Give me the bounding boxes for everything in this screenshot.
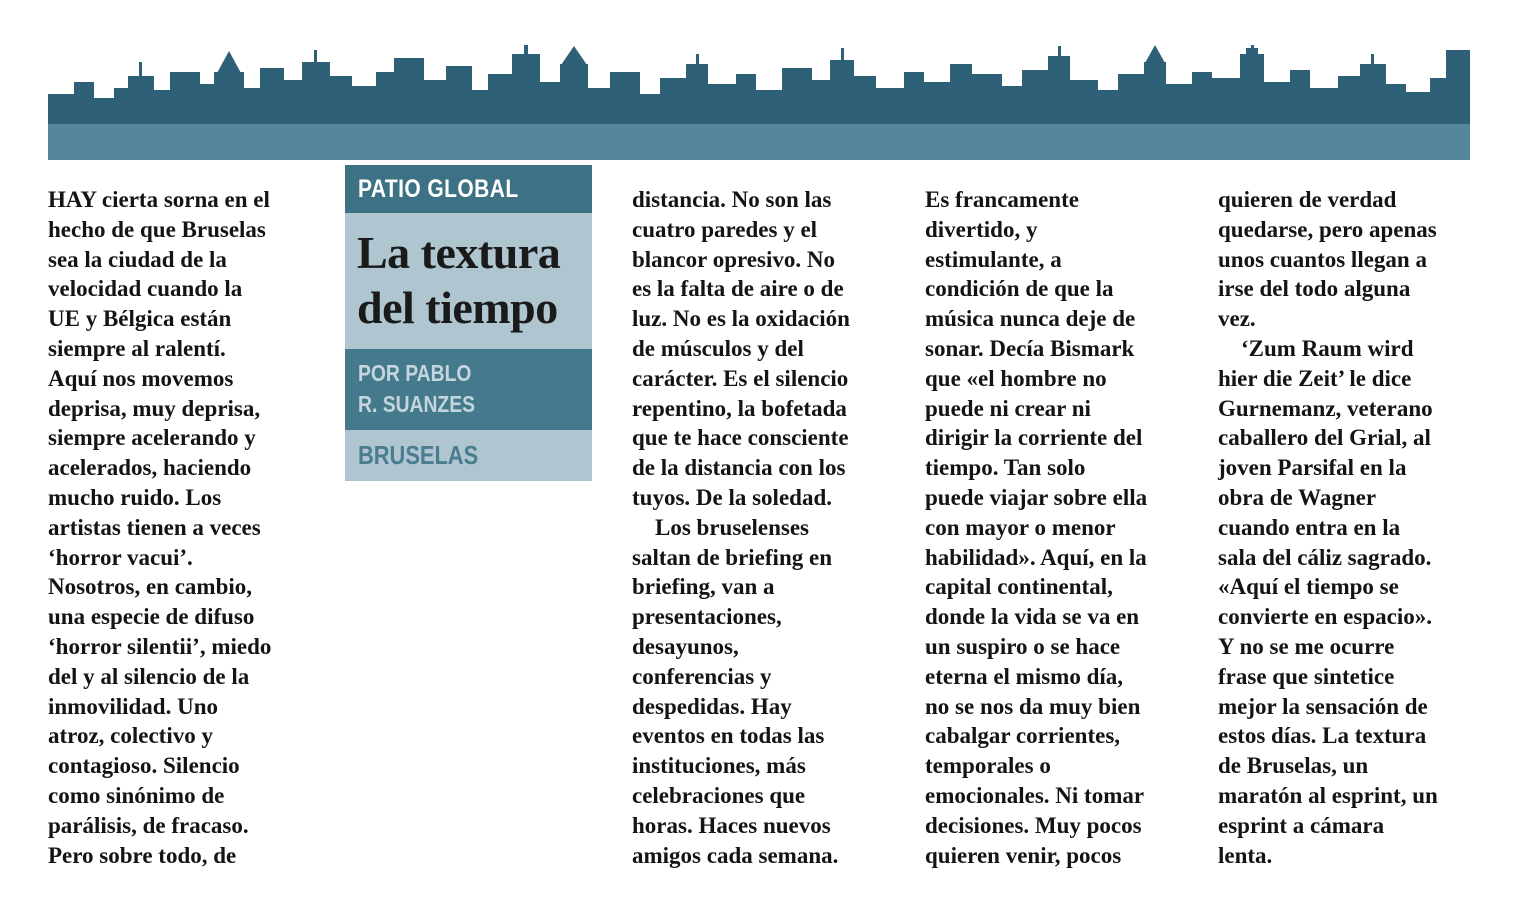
text-line: no se nos da muy bien: [925, 693, 1141, 719]
text-line: inmovilidad. Uno: [48, 693, 218, 719]
text-line: caballero del Grial, al: [1218, 425, 1431, 451]
text-line: eventos en todas las: [632, 723, 825, 749]
text-line: de Bruselas, un: [1218, 753, 1369, 779]
text-line: maratón al esprint, un: [1218, 782, 1438, 808]
text-line: desayunos,: [632, 633, 739, 659]
text-line: temporales o: [925, 753, 1051, 779]
text-line: puede viajar sobre ella: [925, 484, 1148, 510]
article-column-3: [925, 185, 1181, 870]
article-title: [345, 213, 592, 349]
text-line: estimulante, a: [925, 246, 1062, 272]
text-line: estos días. La textura: [1218, 723, 1427, 749]
text-line: que te hace consciente: [632, 425, 849, 451]
text-line: artistas tienen a veces: [48, 514, 261, 540]
text-line: Gurnemanz, veterano: [1218, 395, 1433, 421]
text-line: quedarse, pero apenas: [1218, 216, 1437, 242]
text-line: de la distancia con los: [632, 455, 846, 481]
text-line: habilidad». Aquí, en la: [925, 544, 1147, 570]
text-line: emocionales. Ni tomar: [925, 782, 1145, 808]
text-line: «Aquí el tiempo se: [1218, 574, 1399, 600]
text-line: sea la ciudad de la: [48, 246, 227, 272]
text-line: quieren venir, pocos: [925, 842, 1122, 868]
text-line: presentaciones,: [632, 604, 782, 630]
text-line: convierte en espacio».: [1218, 604, 1432, 630]
text-line: distancia. No son las: [632, 187, 832, 212]
text-line: velocidad cuando la: [48, 276, 243, 302]
text-line: blancor opresivo. No: [632, 246, 835, 272]
city-skyline-banner: [48, 45, 1470, 160]
text-line: Y no se me ocurre: [1218, 633, 1395, 659]
text-line: conferencias y: [632, 663, 772, 689]
text-line: ‘Zum Raum wird: [1218, 335, 1414, 361]
text-line: ‘horror vacui’.: [48, 544, 193, 570]
text-line: del y al silencio de la: [48, 663, 250, 689]
article-column-4: [1218, 185, 1470, 870]
dateline-label: BRUSELAS: [358, 440, 479, 470]
text-line: de músculos y del: [632, 335, 804, 361]
text-line: contagioso. Silencio: [48, 753, 240, 779]
text-line: cuando entra en la: [1218, 514, 1401, 540]
text-line: capital continental,: [925, 574, 1113, 600]
text-line: eterna el mismo día,: [925, 663, 1124, 689]
text-line: carácter. Es el silencio: [632, 365, 849, 391]
text-line: UE y Bélgica están: [48, 306, 232, 332]
text-line: horas. Haces nuevos: [632, 812, 831, 838]
text-line: vez.: [1218, 306, 1256, 332]
text-line: con mayor o menor: [925, 514, 1116, 540]
text-line: parálisis, de fracaso.: [48, 812, 249, 838]
city-skyline-icon: [48, 45, 1470, 124]
text-line: luz. No es la oxidación: [632, 306, 850, 332]
text-line: puede ni crear ni: [925, 395, 1091, 421]
text-line: es la falta de aire o de: [632, 276, 844, 302]
article-header-box: [345, 165, 592, 481]
text-line: atroz, colectivo y: [48, 723, 213, 749]
text-line: mucho ruido. Los: [48, 484, 222, 510]
text-line: cabalgar corrientes,: [925, 723, 1121, 749]
author-byline: [345, 349, 592, 430]
text-line: cuatro paredes y el: [632, 216, 818, 242]
section-kicker: [345, 165, 592, 213]
text-line: HAY cierta sorna en el: [48, 187, 270, 212]
text-line: R. SUANZES: [358, 391, 476, 417]
text-line: tiempo. Tan solo: [925, 455, 1086, 481]
text-line: dirigir la corriente del: [925, 425, 1143, 451]
text-line: despedidas. Hay: [632, 693, 792, 719]
text-line: acelerados, haciendo: [48, 455, 252, 481]
text-line: que «el hombre no: [925, 365, 1107, 391]
text-line: celebraciones que: [632, 782, 806, 808]
text-line: obra de Wagner: [1218, 484, 1377, 510]
text-line: Nosotros, en cambio,: [48, 574, 253, 600]
text-line: POR PABLO: [358, 360, 472, 386]
text-line: condición de que la: [925, 276, 1114, 302]
text-line: Los bruselenses: [632, 514, 809, 540]
text-line: unos cuantos llegan a: [1218, 246, 1427, 272]
text-line: hier die Zeit’ le dice: [1218, 365, 1412, 391]
text-line: deprisa, muy deprisa,: [48, 395, 261, 421]
text-line: La textura: [357, 227, 561, 278]
text-line: decisiones. Muy pocos: [925, 812, 1142, 838]
article-column-2: [632, 185, 888, 870]
text-line: siempre acelerando y: [48, 425, 256, 451]
text-line: del tiempo: [357, 282, 558, 333]
text-line: instituciones, más: [632, 753, 806, 779]
text-line: un suspiro o se hace: [925, 633, 1121, 659]
text-line: sonar. Decía Bismark: [925, 335, 1135, 361]
text-line: una especie de difuso: [48, 604, 255, 630]
text-line: Pero sobre todo, de: [48, 842, 237, 868]
text-line: briefing, van a: [632, 574, 775, 600]
text-line: hecho de que Bruselas: [48, 216, 266, 242]
text-line: amigos cada semana.: [632, 842, 839, 868]
text-line: esprint a cámara: [1218, 812, 1385, 838]
skyline-base-band: [48, 124, 1470, 160]
text-line: lenta.: [1218, 842, 1273, 868]
text-line: Es francamente: [925, 187, 1079, 212]
text-line: donde la vida se va en: [925, 604, 1140, 630]
text-line: música nunca deje de: [925, 306, 1136, 332]
text-line: mejor la sensación de: [1218, 693, 1428, 719]
text-line: repentino, la bofetada: [632, 395, 847, 421]
text-line: Aquí nos movemos: [48, 365, 234, 391]
article-column-1: [48, 185, 300, 870]
text-line: como sinónimo de: [48, 782, 225, 808]
text-line: frase que sintetice: [1218, 663, 1395, 689]
text-line: siempre al ralentí.: [48, 335, 226, 361]
text-line: saltan de briefing en: [632, 544, 832, 570]
dateline: [345, 430, 592, 481]
text-line: joven Parsifal en la: [1218, 455, 1407, 481]
text-line: tuyos. De la soledad.: [632, 484, 832, 510]
text-line: sala del cáliz sagrado.: [1218, 544, 1432, 570]
text-line: irse del todo alguna: [1218, 276, 1411, 302]
text-line: divertido, y: [925, 216, 1038, 242]
text-line: quieren de verdad: [1218, 187, 1397, 212]
text-line: ‘horror silentii’, miedo: [48, 633, 272, 659]
section-kicker-label: PATIO GLOBAL: [358, 174, 519, 203]
